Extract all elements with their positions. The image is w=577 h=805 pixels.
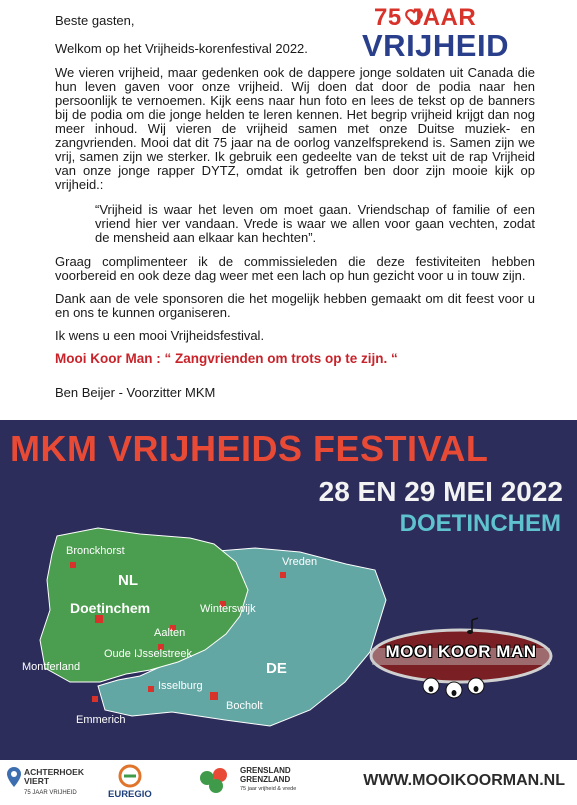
location-pin-icon [6, 766, 22, 788]
label-emmerich: Emmerich [76, 714, 126, 726]
label-vreden: Vreden [282, 556, 318, 568]
sponsor-footer [0, 760, 577, 805]
poster-city: DOETINCHEM [399, 510, 561, 537]
festival-poster [0, 420, 577, 760]
region-map [0, 420, 577, 760]
logo-line-2: VRIJHEID [362, 28, 509, 63]
marker-emmerich [92, 696, 98, 702]
website-url[interactable]: WWW.MOOIKOORMAN.NL [363, 772, 565, 789]
sponsor-achterhoek [6, 764, 86, 802]
marker-doetinchem [95, 615, 103, 623]
label-bronckhorst: Bronckhorst [66, 545, 125, 557]
sponsor-achterhoek-sub: 75 JAAR VRIJHEID [24, 790, 77, 796]
label-oude-ijsselstreek: Oude IJsselstreek [104, 648, 193, 660]
marker-vreden [280, 572, 286, 578]
label-aalten: Aalten [154, 627, 186, 639]
sponsor-achterhoek-name: ACHTERHOEK VIERT [24, 767, 84, 786]
choir-logo-text: MOOI KOOR MAN [385, 642, 537, 661]
label-winterswijk: Winterswijk [200, 603, 256, 615]
poster-title: MKM VRIJHEIDS FESTIVAL [10, 428, 489, 469]
poster-dates: 28 EN 29 MEI 2022 [318, 476, 563, 507]
sponsor-euregio-name: EUREGIO [108, 789, 152, 800]
label-nl: NL [118, 572, 138, 589]
signature: Ben Beijer - Voorzitter MKM [55, 385, 216, 400]
mooi-koor-man-logo [368, 610, 554, 708]
marker-bocholt [210, 692, 218, 700]
paragraph-2: Graag complimenteer ik de commissieleden die deze festiviteiten hebben voorbereid en ook deze dag weer met een lach op hun gezicht voor u in touw zijn. [55, 254, 535, 283]
label-montferland: Montferland [22, 661, 81, 673]
rap-quote: “Vrijheid is waar het leven om moet gaan. Vriendschap of familie of een vriend hier ver vandaan. Vrede is waar we allen voor gaan vechten, zodat de mensheid aan elkaar kan hechten”. [95, 202, 535, 245]
label-doetinchem: Doetinchem [70, 600, 151, 616]
motto: Mooi Koor Man : “ Zangvrienden om trots op te zijn. “ [55, 351, 398, 366]
grensland-icon [198, 766, 234, 796]
paragraph-1: We vieren vrijheid, maar gedenken ook de dappere jonge soldaten uit Canada die hun leven gaven voor onze vrijheid. Wij doen dat door de podia naar hen persoonlijk te vernoemen. Kijk eens naar hun foto en lees de tekst op de banners bij de podia om die jonge helden te leren kennen. Het begrip vrijheid krijgt dan nog meer inhoud. Wij vieren de vrijheid samen met onze Duitse muziek- en zangvrienden. Mooi dat dit 75 jaar na de oorlog vanzelfsprekend is. Samen zijn we vrij, samen zijn we sterker. Ik gebruik een gedeelte van de tekst uit de rap Vrijheid van onze jonge rapper DYTZ, omdat ik getroffen ben door zijn mooie kijk op vrijheid.: [55, 65, 535, 192]
marker-bronckhorst [70, 562, 76, 568]
label-de: DE [266, 660, 287, 677]
label-bocholt: Bocholt [226, 700, 263, 712]
paragraph-4: Ik wens u een mooi Vrijheidsfestival. [55, 328, 265, 343]
greeting: Beste gasten, [55, 13, 135, 28]
sponsor-grensland-name: GRENSLAND GRENZLAND [240, 766, 291, 784]
euregio-icon [118, 764, 142, 788]
welcome-line: Welkom op het Vrijheids-korenfestival 2022. [55, 41, 308, 56]
sponsor-euregio [108, 764, 178, 802]
logo-line-1: 75 JAAR [374, 4, 477, 31]
paragraph-3: Dank aan de vele sponsoren die het mogelijk hebben gemaakt om dit feest voor u en ons te kunnen organiseren. [55, 291, 535, 320]
label-isselburg: Isselburg [158, 680, 203, 692]
sponsor-grensland [198, 764, 328, 802]
marker-isselburg [148, 686, 154, 692]
sponsor-grensland-sub: 75 jaar vrijheid & vrede [240, 786, 297, 792]
